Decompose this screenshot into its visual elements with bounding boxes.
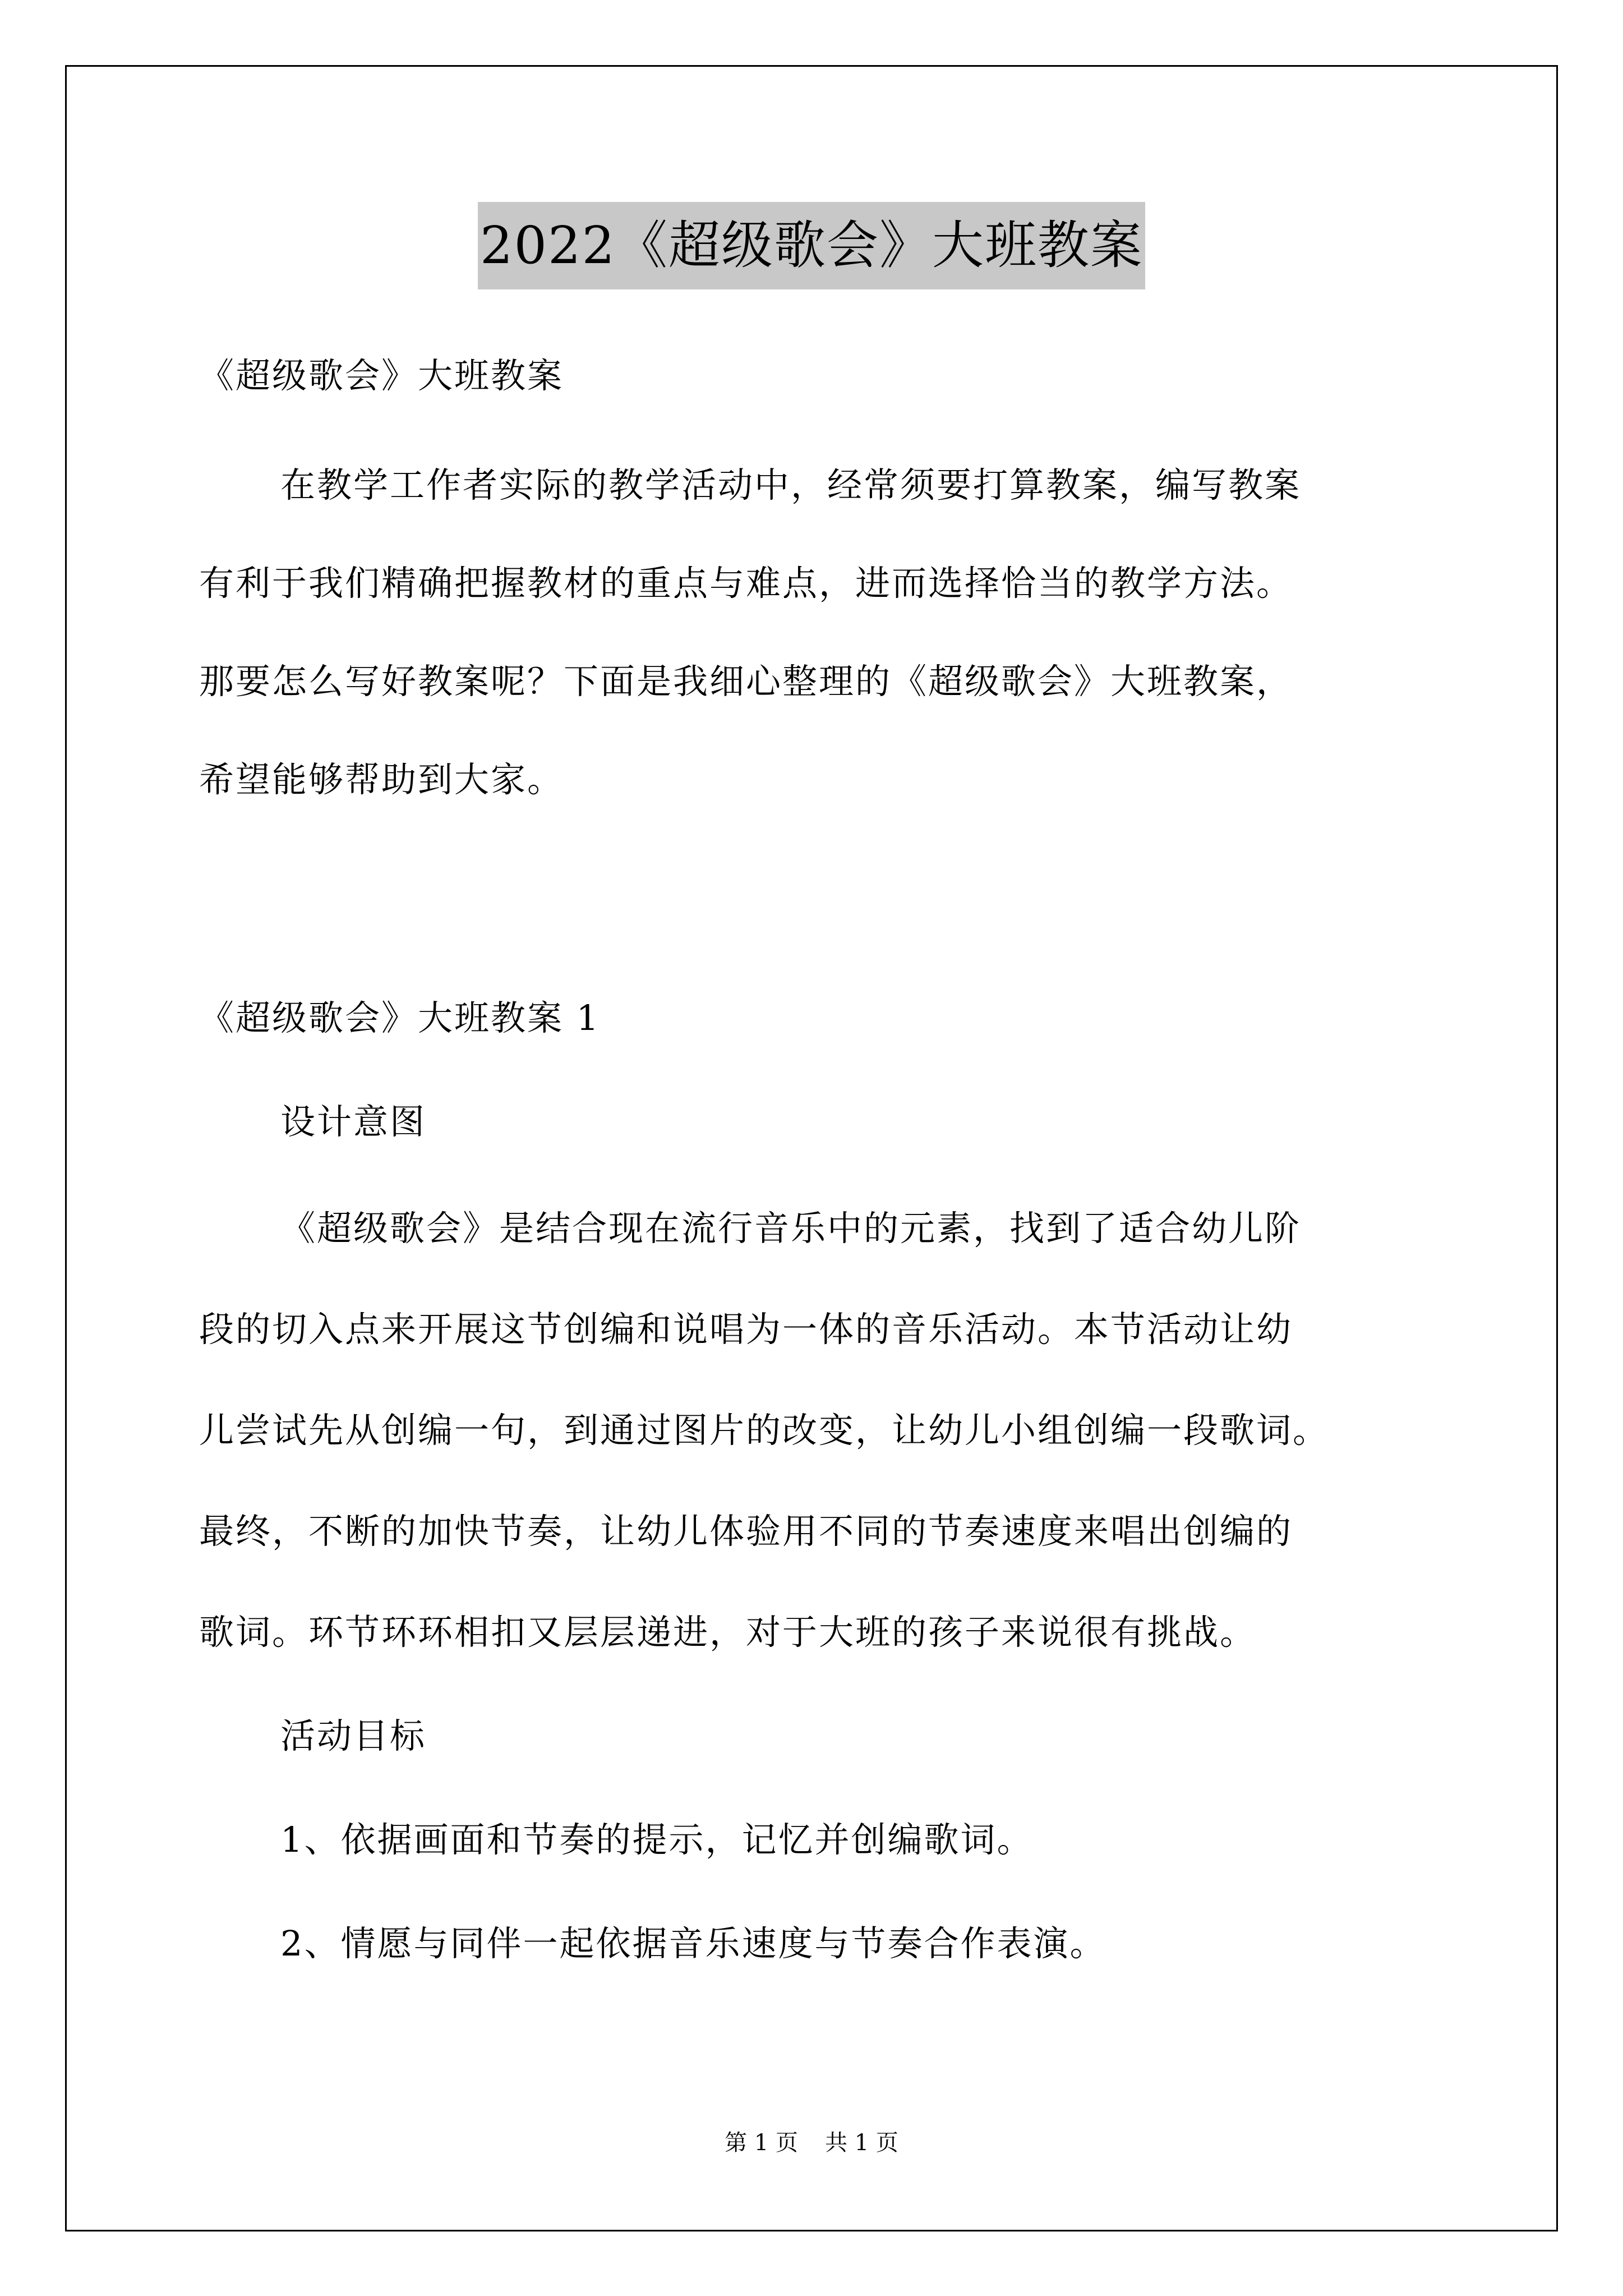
page-current: 第 1 页 [725,2130,798,2156]
body-line-1: 《超级歌会》是结合现在流行音乐中的元素，找到了适合幼儿阶 [280,1208,1302,1249]
body-line-3: 儿尝试先从创编一句，到通过图片的改变，让幼儿小组创编一段歌词。 [199,1410,1330,1451]
body-line-2: 段的切入点来开展这节创编和说唱为一体的音乐活动。本节活动让幼 [199,1309,1293,1350]
page-total: 共 1 页 [825,2130,898,2156]
section-heading: 《超级歌会》大班教案 1 [199,997,601,1038]
design-intent-heading: 设计意图 [280,1101,427,1142]
intro-line-4: 希望能够帮助到大家。 [199,759,564,800]
document-title: 2022《超级歌会》大班教案 [478,202,1145,289]
body-line-4: 最终，不断的加快节奏，让幼儿体验用不同的节奏速度来唱出创编的 [199,1511,1293,1552]
title-container [0,202,1623,289]
goal-item-1: 1、依据画面和节奏的提示，记忆并创编歌词。 [280,1819,1034,1860]
subtitle: 《超级歌会》大班教案 [199,355,564,396]
intro-line-3: 那要怎么写好教案呢？下面是我细心整理的《超级歌会》大班教案， [199,661,1293,702]
page-footer [0,2126,1623,2160]
goal-item-2: 2、情愿与同伴一起依据音乐速度与节奏合作表演。 [280,1923,1106,1964]
activity-goals-heading: 活动目标 [280,1715,427,1756]
intro-line-2: 有利于我们精确把握教材的重点与难点，进而选择恰当的教学方法。 [199,563,1293,604]
intro-line-1: 在教学工作者实际的教学活动中，经常须要打算教案，编写教案 [280,464,1302,505]
body-line-5: 歌词。环节环环相扣又层层递进，对于大班的孩子来说很有挑战。 [199,1612,1257,1653]
